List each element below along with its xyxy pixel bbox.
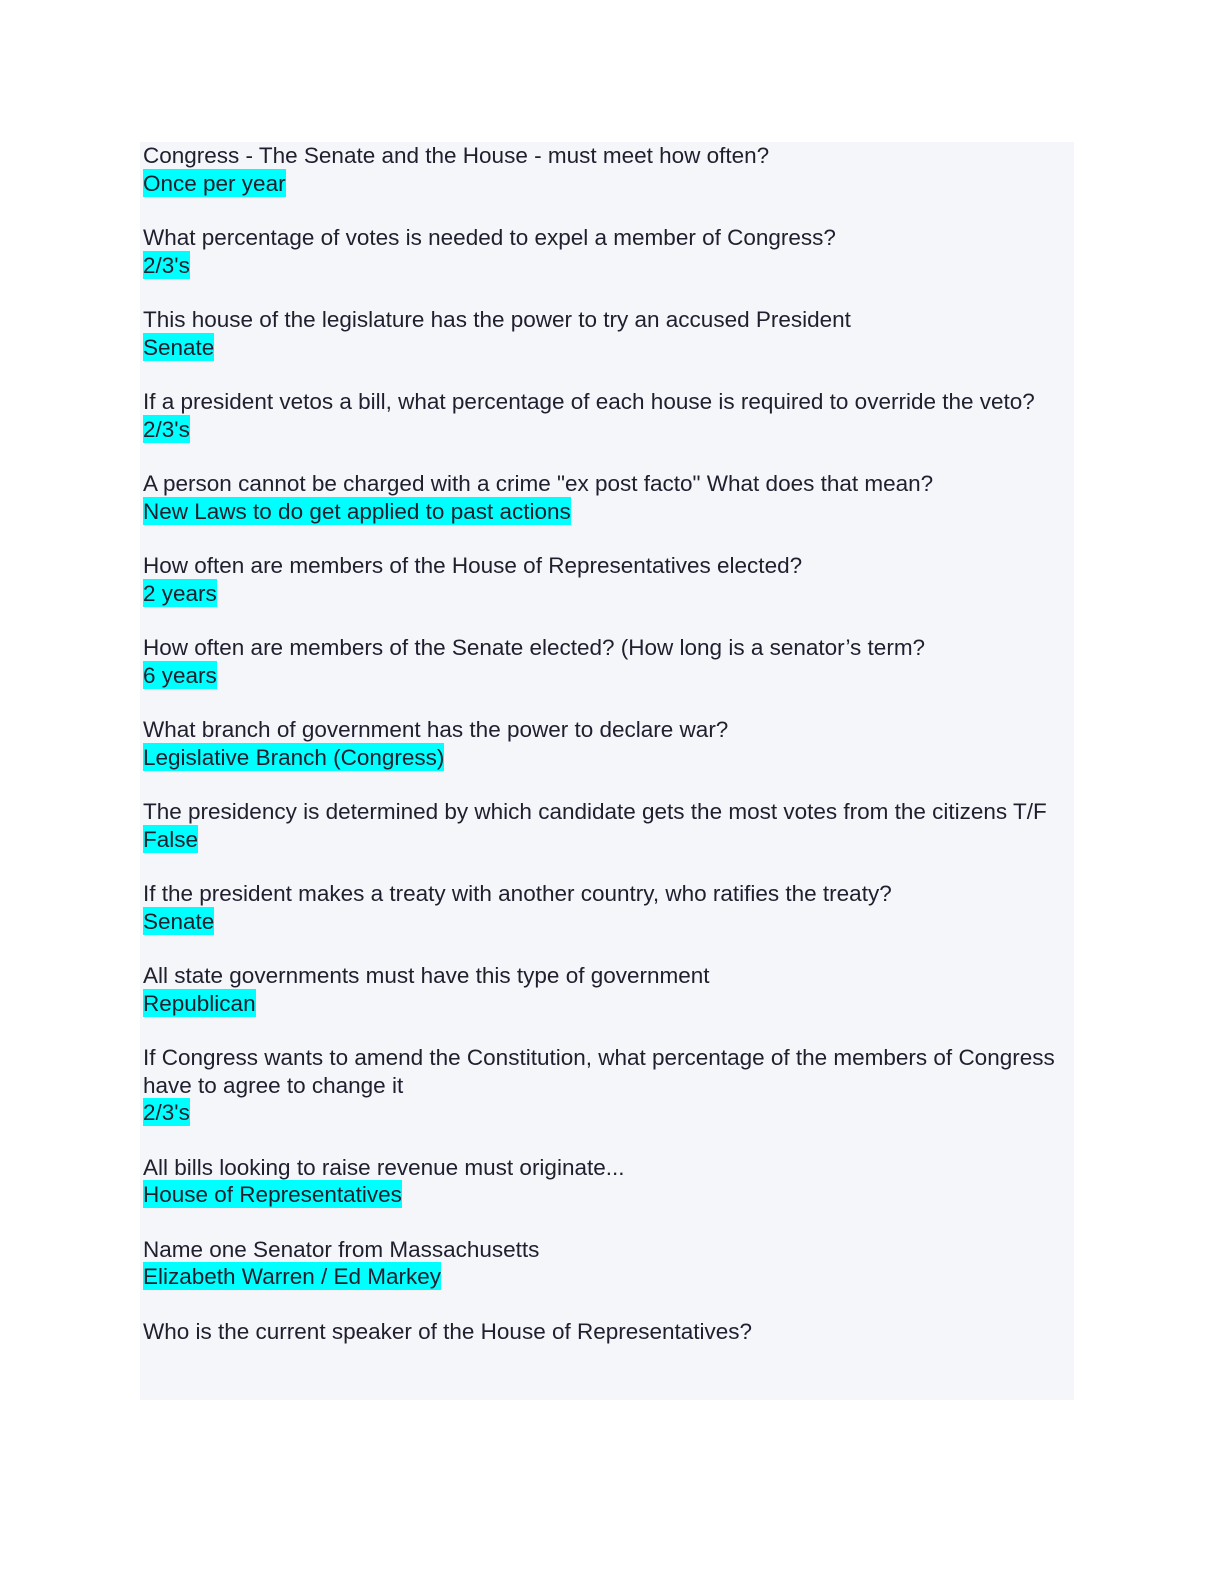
qa-item (143, 1318, 1063, 1346)
question-text: If the president makes a treaty with another country, who ratifies the treaty? (143, 881, 892, 906)
qa-item (143, 552, 1063, 607)
qa-item (143, 224, 1063, 279)
question-text: If a president vetos a bill, what percentage of each house is required to override the veto? (143, 389, 1035, 414)
question-text: If Congress wants to amend the Constitution, what percentage of the members of Congress have to agree to change it (143, 1045, 1055, 1098)
question-text: Name one Senator from Massachusetts (143, 1236, 540, 1262)
question-text: Who is the current speaker of the House of Representatives? (143, 1318, 753, 1344)
qa-item (143, 306, 1063, 361)
question-text: Congress - The Senate and the House - must meet how often? (143, 143, 770, 168)
qa-item (143, 142, 1063, 197)
question-text: All state governments must have this type of government (143, 963, 710, 988)
answer-highlight: Elizabeth Warren / Ed Markey (143, 1264, 442, 1289)
answer-highlight: 2/3's (143, 416, 190, 442)
question-text: How often are members of the House of Representatives elected? (143, 553, 803, 578)
question-text: A person cannot be charged with a crime "ex post facto" What does that mean? (143, 471, 934, 496)
qa-list (143, 142, 1063, 1372)
qa-item (143, 1044, 1063, 1127)
answer-highlight: 6 years (143, 662, 217, 688)
answer-highlight: 2 years (143, 580, 217, 606)
answer-highlight: Legislative Branch (Congress) (143, 744, 445, 770)
question-text: What branch of government has the power to declare war? (143, 717, 729, 742)
answer-highlight: House of Representatives (143, 1182, 402, 1207)
answer-highlight: 2/3's (143, 1100, 190, 1125)
question-text: All bills looking to raise revenue must originate... (143, 1154, 625, 1180)
question-text: This house of the legislature has the power to try an accused President (143, 307, 851, 332)
question-text: What percentage of votes is needed to expel a member of Congress? (143, 225, 836, 250)
answer-highlight: Senate (143, 908, 215, 934)
qa-item (143, 634, 1063, 689)
answer-highlight: Senate (143, 334, 215, 360)
qa-item (143, 1154, 1063, 1209)
qa-item (143, 716, 1063, 771)
answer-highlight: Once per year (143, 170, 286, 196)
qa-item (143, 470, 1063, 525)
answer-highlight: Republican (143, 990, 256, 1016)
answer-highlight: False (143, 826, 199, 852)
qa-item (143, 962, 1063, 1017)
qa-item (143, 880, 1063, 935)
qa-item (143, 1236, 1063, 1291)
answer-highlight: 2/3's (143, 252, 190, 278)
answer-highlight: New Laws to do get applied to past actions (143, 498, 571, 524)
question-text: The presidency is determined by which candidate gets the most votes from the citizens T/F (143, 799, 1047, 824)
qa-item (143, 388, 1063, 443)
question-text: How often are members of the Senate elected? (How long is a senator’s term? (143, 635, 926, 660)
qa-item (143, 798, 1063, 853)
